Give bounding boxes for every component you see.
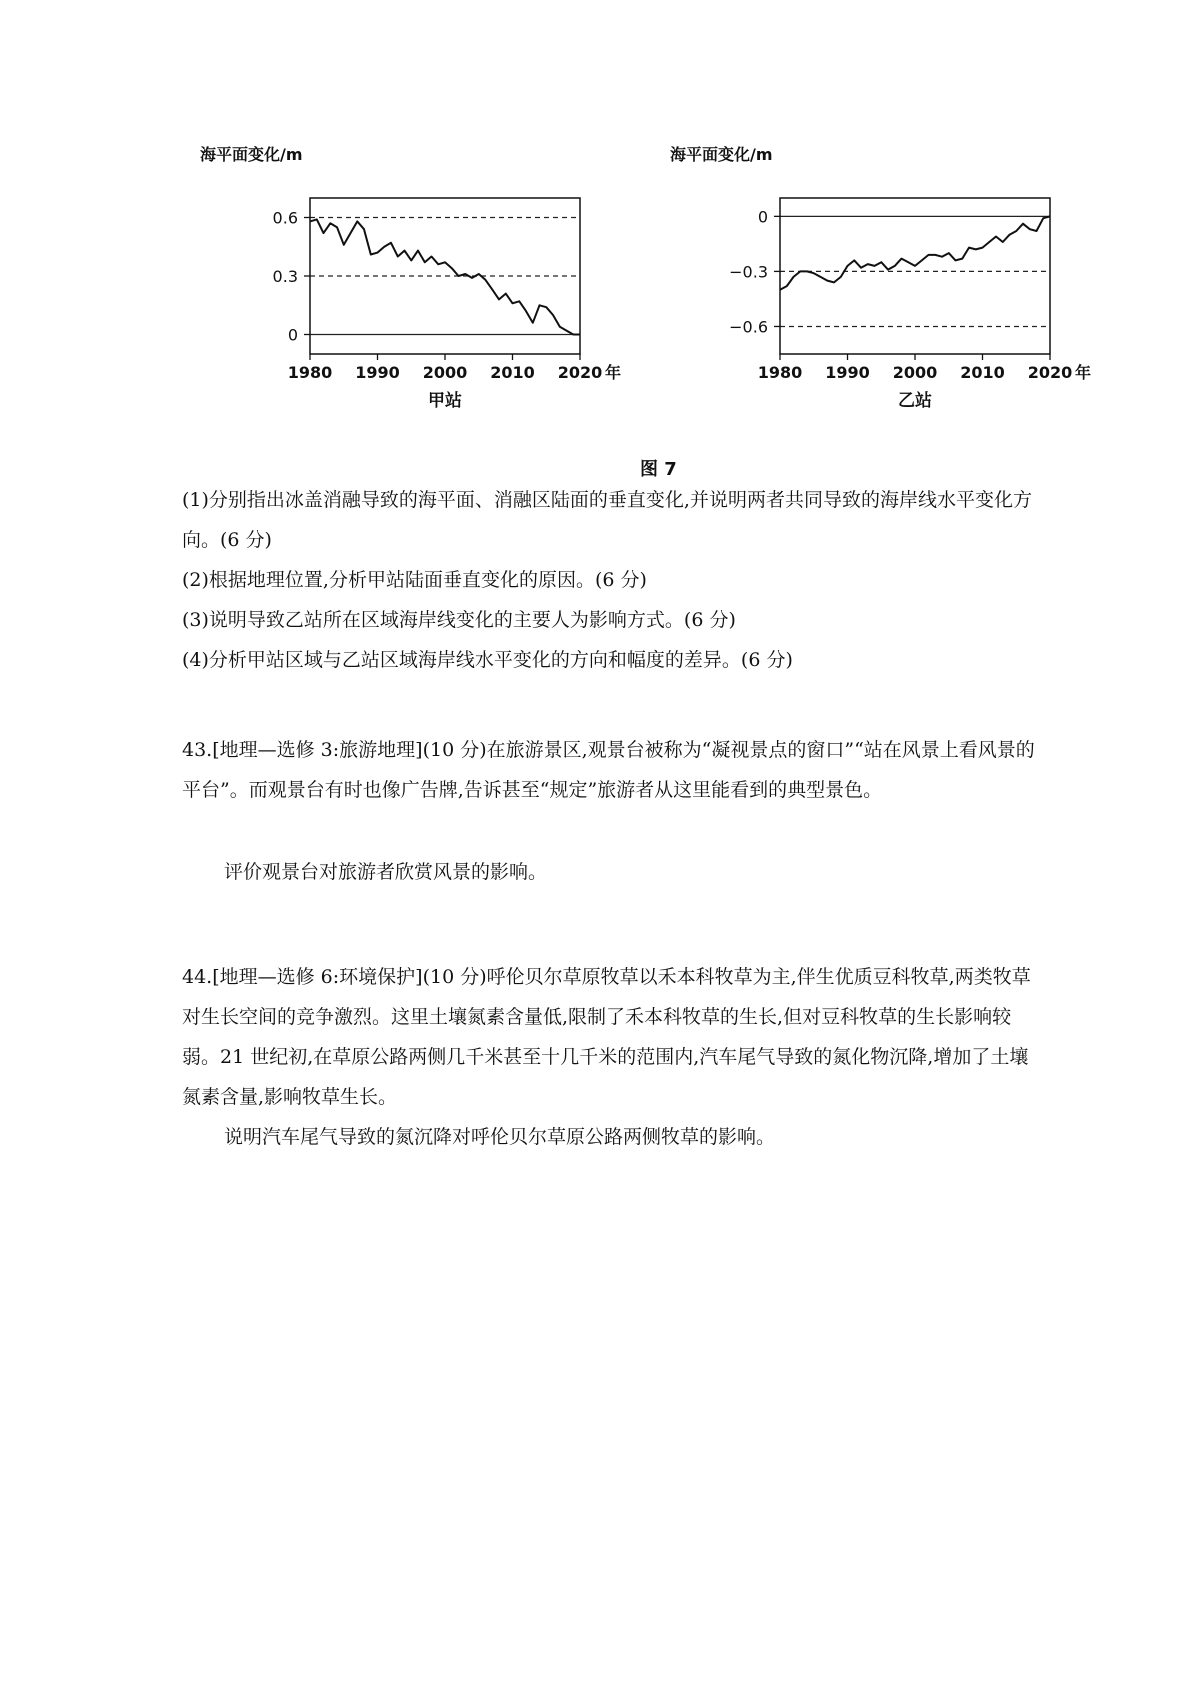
question-44-task: 说明汽车尾气导致的氮沉降对呼伦贝尔草原公路两侧牧草的影响。 (224, 1126, 776, 1148)
x-tick-label: 2000 (892, 363, 938, 382)
y-axis-label: 海平面变化/m (200, 145, 303, 164)
x-tick-label: 1990 (355, 363, 400, 382)
x-tick-label: 2020 (557, 363, 603, 382)
chart-station-a (170, 140, 650, 460)
x-tick-label: 2010 (960, 363, 1005, 382)
question-42-3: (3)说明导致乙站所在区域海岸线变化的主要人为影响方式。(6 分) (182, 609, 736, 631)
x-tick-label: 1990 (825, 363, 870, 382)
x-tick-label: 2000 (422, 363, 468, 382)
y-tick-label: −0.6 (729, 317, 768, 337)
y-tick-label: 0.3 (272, 267, 298, 286)
figure-caption: 图 7 (640, 459, 677, 480)
station-label: 甲站 (428, 391, 462, 411)
series-line (310, 219, 580, 334)
series-line (780, 216, 1050, 289)
chart-station-b (640, 140, 1120, 460)
x-tick-label: 1980 (757, 363, 803, 382)
question-43-stem: 43.[地理—选修 3:旅游地理](10 分)在旅游景区,观景台被称为“凝视景点的窗口”“站在风景上看风景的平台”。而观景台有时也像广告牌,告诉甚至“规定”旅游者从这里能看到的典型景色。 (182, 739, 1035, 801)
x-axis-unit: 年 (1075, 363, 1092, 382)
question-42-4: (4)分析甲站区域与乙站区域海岸线水平变化的方向和幅度的差异。(6 分) (182, 649, 793, 671)
y-axis-label: 海平面变化/m (670, 145, 773, 164)
y-tick-label: 0 (287, 325, 298, 345)
y-tick-label: 0.6 (272, 208, 298, 228)
y-tick-label: 0 (757, 207, 768, 227)
x-tick-label: 2010 (490, 363, 535, 382)
question-42-2: (2)根据地理位置,分析甲站陆面垂直变化的原因。(6 分) (182, 569, 647, 591)
x-tick-label: 2020 (1027, 363, 1073, 382)
x-tick-label: 1980 (287, 363, 333, 382)
station-label: 乙站 (898, 391, 932, 411)
chart-svg-1 (640, 140, 1120, 460)
x-axis-unit: 年 (605, 363, 622, 382)
question-43-task: 评价观景台对旅游者欣赏风景的影响。 (224, 861, 548, 883)
chart-svg-0 (170, 140, 650, 460)
question-44-stem: 44.[地理—选修 6:环境保护](10 分)呼伦贝尔草原牧草以禾本科牧草为主,伴生优质豆科牧草,两类牧草对生长空间的竞争激烈。这里土壤氮素含量低,限制了禾本科牧草的生长,但对豆科牧草的生长影响较弱。21 世纪初,在草原公路两侧几千米甚至十几千米的范围内,汽车尾气导致的氮化物沉降,增加了土壤氮素含量,影响牧草生长。 (182, 966, 1031, 1108)
question-42-1: (1)分别指出冰盖消融导致的海平面、消融区陆面的垂直变化,并说明两者共同导致的海岸线水平变化方向。(6 分) (182, 489, 1032, 551)
y-tick-label: −0.3 (729, 262, 768, 282)
